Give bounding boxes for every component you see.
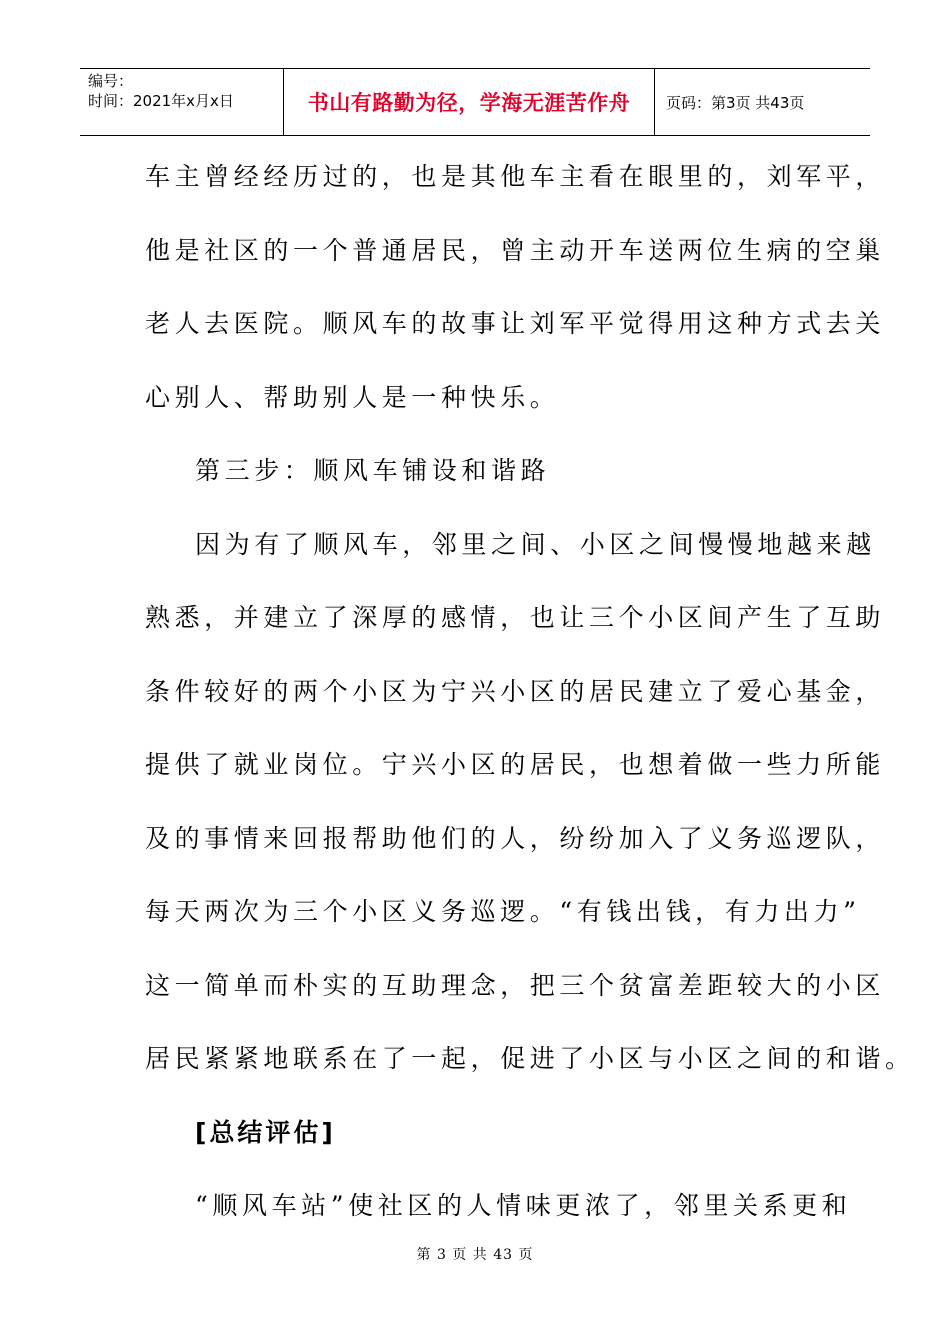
body-line: 及的事情来回报帮助他们的人，纷纷加入了义务巡逻队， [145,823,886,853]
page-footer: 第 3 页 共 43 页 [416,1247,534,1263]
body-line: 他是社区的一个普通居民，曾主动开车送两位生病的空巢 [145,235,886,265]
body-line: 心别人、帮助别人是一种快乐。 [145,382,560,412]
section-heading: [总结评估] [195,1117,336,1147]
body-line: 每天两次为三个小区义务巡逻。“有钱出钱，有力出力” [145,897,861,926]
header-motto: 书山有路勤为径，学海无涯苦作舟 [283,69,655,135]
body-line: “顺风车站”使社区的人情味更浓了，邻里关系更和 [195,1191,852,1220]
header-page-info: 页码：第3页 共43页 [666,93,805,112]
document-number-label: 编号： [88,72,134,90]
document-body [145,140,915,1243]
body-line: 这一简单而朴实的互助理念，把三个贫富差距较大的小区 [145,970,886,1000]
body-line: 条件较好的两个小区为宁兴小区的居民建立了爱心基金， [145,676,886,706]
body-line: 因为有了顺风车，邻里之间、小区之间慢慢地越来越 [195,529,876,559]
header-meta [80,69,283,135]
page-header [80,68,870,136]
body-line: 车主曾经经历过的，也是其他车主看在眼里的，刘军平， [145,162,886,191]
section-step-title: 第三步：顺风车铺设和谐路 [195,456,551,485]
body-line: 居民紧紧地联系在了一起，促进了小区与小区之间的和谐。 [145,1044,915,1073]
body-line: 熟悉，并建立了深厚的感情，也让三个小区间产生了互助 [145,603,886,632]
document-time-label: 时间：2021年x月x日 [88,92,234,110]
body-line: 提供了就业岗位。宁兴小区的居民，也想着做一些力所能 [145,750,886,779]
body-line: 老人去医院。顺风车的故事让刘军平觉得用这种方式去关 [145,309,886,338]
